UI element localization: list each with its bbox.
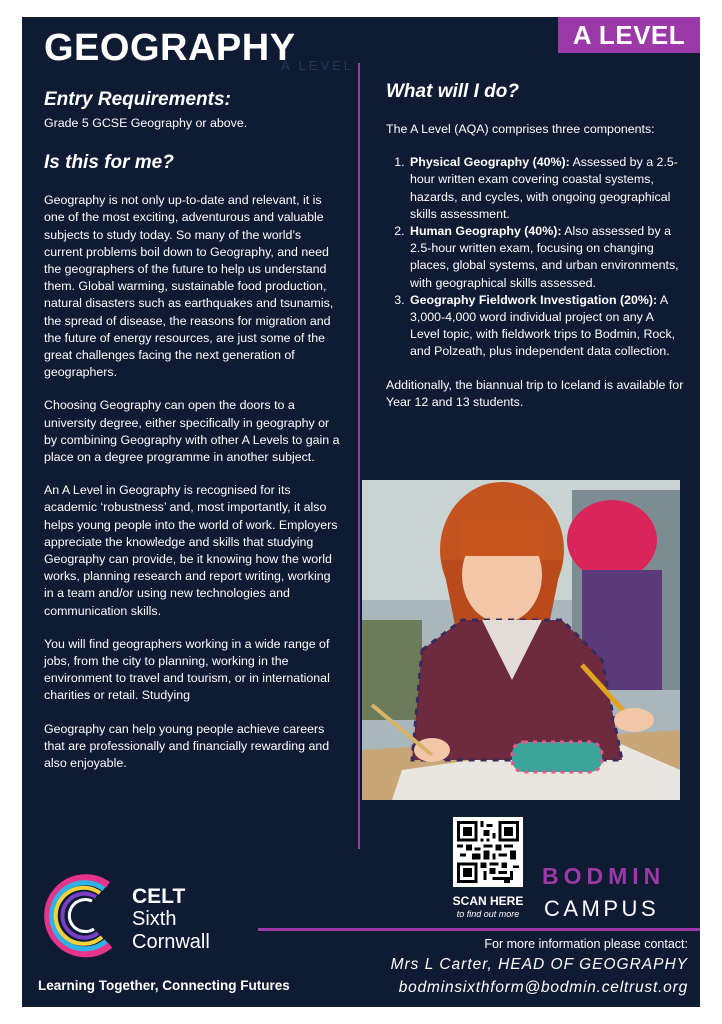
paragraph: Geography can help young people achieve careers that are professionally and financially rewarding and also enjoyable. [44,721,330,771]
list-item [408,154,684,223]
logo-line-sixth: Sixth [132,908,177,930]
list-item [408,292,684,361]
entry-requirements-heading: Entry Requirements: [44,89,231,110]
list-item [408,223,684,292]
what-will-i-do-heading: What will I do? [386,81,519,102]
campus-word: CAMPUS [544,896,660,921]
logo-line-celt: CELT [132,885,186,908]
scan-caption [436,894,540,919]
components-list [386,154,684,360]
entry-requirements-text: Grade 5 GCSE Geography or above. [44,116,248,130]
celt-logo-text [132,885,210,954]
campus-name: BODMIN [542,863,666,889]
component-title: Physical Geography (40%): [410,155,570,170]
contact-intro: For more information please contact: [484,937,688,951]
scan-here-label: SCAN HERE [452,894,524,908]
level-badge: A LEVEL [558,17,700,53]
paragraph: An A Level in Geography is recognised for its academic ‘robustness’ and, most importantly, it also helps young people into the world of work. Employers appreciate the knowledge and skills that studying Geography can provide, be it knowing how the world works, planning research and report writing, working in a team and/or using new technologies and communication skills. [44,483,338,618]
contact-block [391,937,688,997]
celt-logo-icon [38,865,128,965]
additional-info: Additionally, the biannual trip to Iceland is available for Year 12 and 13 students. [386,377,684,409]
column-divider [358,63,360,849]
qr-code[interactable] [453,817,523,887]
component-title: Human Geography (40%): [410,224,562,239]
paragraph: Geography is not only up-to-date and relevant, it is one of the most exciting, adventurous and valuable subjects to study today. So many of the world’s current problems boil down to Geography, and need the geographers of the future to help us understand them. Global warming, sustainable food production, natural disasters such as earthquakes and tsunamis, the spread of disease, the reasons for migration and the future of energy resources, are just some of the great challenges facing the next generation of geographers. [44,193,334,380]
page-subtitle: A LEVEL [281,58,355,73]
logo-line-cornwall: Cornwall [132,931,210,953]
right-column [386,81,684,411]
flyer-page [22,17,700,1007]
contact-name: Mrs L Carter, HEAD OF GEOGRAPHY [390,956,688,973]
qr-code-icon [457,821,519,883]
component-text: Also assessed by a 2.5-hour written exam, focusing on changing places, global systems, and urban environments, with geographical skills assessed. [410,224,679,290]
tagline: Learning Together, Connecting Futures [38,978,290,993]
paragraph: Choosing Geography can open the doors to a university degree, either specifically in geography or by combining Geography with other A Levels to gain a place on a degree programme in another subject. [44,398,340,465]
scan-here-sub: to find out more [456,909,520,919]
page-title: GEOGRAPHY [44,27,296,69]
footer-divider [258,928,700,931]
component-title: Geography Fieldwork Investigation (20%): [410,292,658,307]
component-text: Assessed by a 2.5-hour written exam covering coastal systems, hazards, and cycles, with ongoing geographical skills assessment. [410,155,678,221]
left-column [44,89,340,772]
student-photo-illustration [362,480,680,800]
is-this-for-me-heading: Is this for me? [44,152,174,174]
components-intro: The A Level (AQA) comprises three components: [386,122,655,136]
paragraph: You will find geographers working in a wide range of jobs, from the city to planning, working in the environment to travel and tourism, or in international charities or retail. Studying [44,636,330,703]
student-photo [362,480,680,800]
component-text: A 3,000-4,000 word individual project on any A Level topic, with fieldwork trips to Bodmin, Rock, and Polzeath, plus independent data collection. [410,292,676,359]
contact-email[interactable]: bodminsixthform@bodmin.celtrust.org [398,979,688,996]
